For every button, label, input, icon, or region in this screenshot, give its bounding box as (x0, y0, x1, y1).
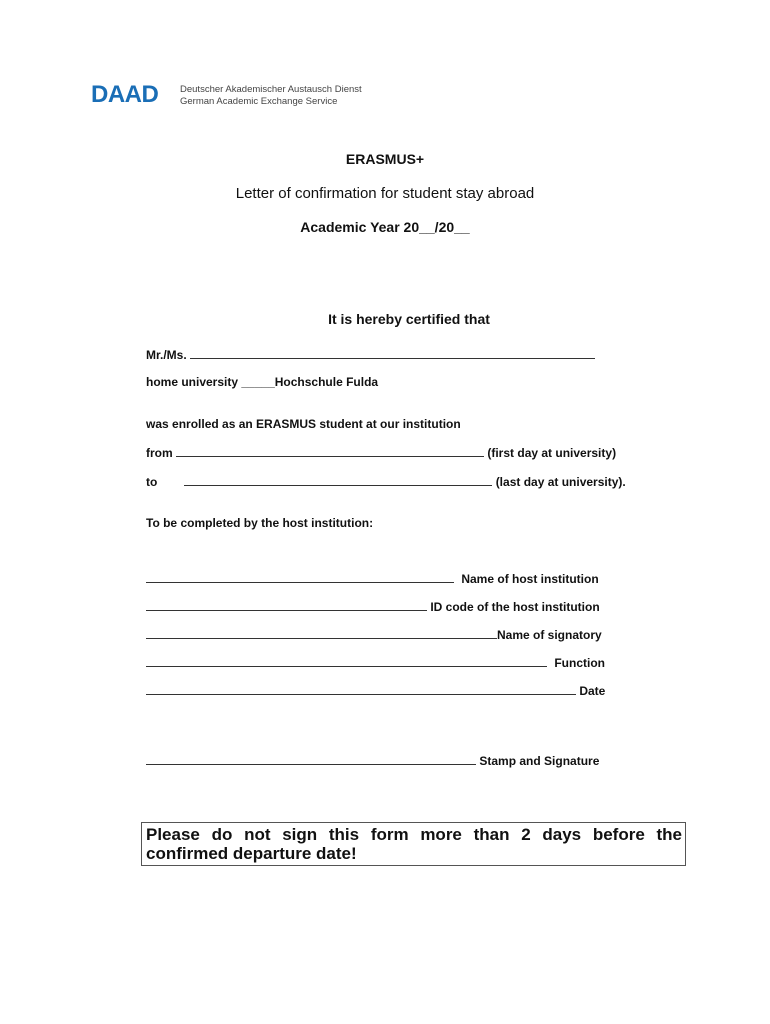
from-date-field[interactable] (176, 445, 484, 457)
date-field[interactable] (146, 683, 576, 695)
to-hint: (last day at university). (495, 475, 626, 489)
host-id-row (146, 599, 600, 614)
host-name-field[interactable] (146, 571, 454, 583)
date-row (146, 683, 605, 698)
enrolled-statement: was enrolled as an ERASMUS student at our institution (146, 417, 461, 431)
daad-logo: DAAD (91, 81, 159, 108)
host-id-label: ID code of the host institution (430, 600, 600, 614)
to-row (146, 474, 626, 489)
home-university-row (146, 375, 378, 389)
home-university-value[interactable]: Hochschule Fulda (274, 375, 379, 389)
signatory-field[interactable] (146, 627, 497, 639)
to-date-field[interactable] (184, 474, 492, 486)
document-subtitle: Letter of confirmation for student stay abroad (235, 185, 535, 202)
function-field[interactable] (146, 655, 547, 667)
student-name-row (146, 347, 595, 362)
daad-logo-text (180, 84, 362, 108)
student-name-label: Mr./Ms. (146, 348, 187, 362)
stamp-signature-row (146, 753, 599, 768)
program-title: ERASMUS+ (345, 151, 425, 167)
date-label: Date (579, 684, 606, 698)
academic-year: Academic Year 20__/20__ (300, 219, 470, 235)
certified-heading: It is hereby certified that (328, 311, 490, 327)
from-label: from (146, 446, 173, 460)
to-label: to (146, 475, 158, 489)
host-name-label: Name of host institution (461, 572, 599, 586)
logo-line-english: German Academic Exchange Service (180, 96, 338, 107)
student-name-field[interactable] (190, 347, 595, 359)
stamp-signature-label: Stamp and Signature (479, 754, 600, 768)
host-section-title: To be completed by the host institution: (146, 516, 374, 530)
logo-line-german: Deutscher Akademischer Austausch Dienst (180, 84, 362, 95)
from-hint: (first day at university) (487, 446, 617, 460)
signatory-row (146, 627, 602, 642)
signing-warning-box: Please do not sign this form more than 2 days before the confirmed departure date! (141, 822, 686, 866)
home-university-label: home university (146, 375, 239, 389)
from-row (146, 445, 616, 460)
function-label: Function (554, 656, 605, 670)
function-row (146, 655, 605, 670)
stamp-signature-field[interactable] (146, 753, 476, 765)
home-university-blank: _____ (241, 375, 275, 389)
host-id-field[interactable] (146, 599, 427, 611)
signatory-label: Name of signatory (497, 628, 602, 642)
host-name-row (146, 571, 599, 586)
